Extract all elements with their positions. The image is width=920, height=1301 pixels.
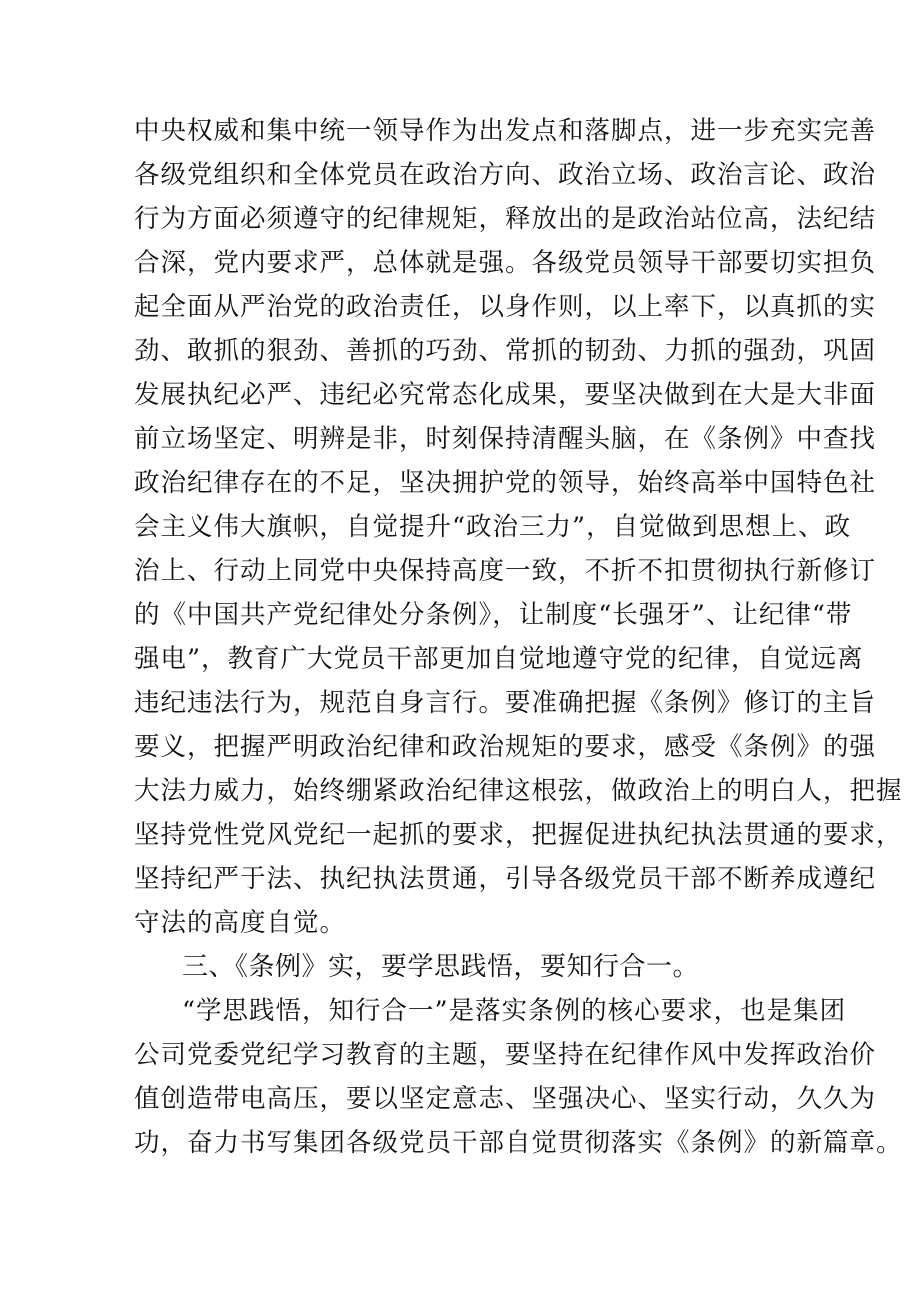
line-text: 违纪违法行为，规范自身言行。要准确把握《条例》修订的主旨: [134, 688, 877, 718]
line-text: 各级党组织和全体党员在政治方向、政治立场、政治言论、政治: [134, 160, 877, 190]
paragraph-line: [0, 196, 920, 242]
paragraph-line: [0, 1076, 920, 1122]
line-text: 起全面从严治党的政治责任，以身作则，以上率下，以真抓的实: [134, 292, 877, 322]
paragraph-line: [0, 812, 920, 858]
paragraph-line: [0, 900, 920, 946]
paragraph-line: [0, 240, 920, 286]
section-heading: [0, 944, 920, 990]
line-text: 功，奋力书写集团各级党员干部自觉贯彻落实《条例》的新篇章。: [134, 1128, 903, 1158]
paragraph-line: [0, 460, 920, 506]
line-text: 治上、行动上同党中央保持高度一致，不折不扣贯彻执行新修订: [134, 556, 877, 586]
paragraph-line: [0, 724, 920, 770]
line-text: “学思践悟，知行合一”是落实条例的核心要求，也是集团: [182, 996, 847, 1026]
paragraph-line: [0, 504, 920, 550]
paragraph-line: [0, 856, 920, 902]
line-text: 行为方面必须遵守的纪律规矩，释放出的是政治站位高，法纪结: [134, 204, 877, 234]
line-text: 劲、敢抓的狠劲、善抓的巧劲、常抓的韧劲、力抓的强劲，巩固: [134, 336, 877, 366]
paragraph-line: [0, 152, 920, 198]
line-text: 大法力威力，始终绷紧政治纪律这根弦，做政治上的明白人，把握: [134, 776, 903, 806]
paragraph-line: [0, 108, 920, 154]
paragraph-line: [0, 592, 920, 638]
line-text: 发展执纪必严、违纪必究常态化成果，要坚决做到在大是大非面: [134, 380, 877, 410]
paragraph-line: [0, 1032, 920, 1078]
line-text: 要义，把握严明政治纪律和政治规矩的要求，感受《条例》的强: [134, 732, 877, 762]
line-text: 坚持党性党风党纪一起抓的要求，把握促进执纪执法贯通的要求，: [134, 820, 903, 850]
line-text: 合深，党内要求严，总体就是强。各级党员领导干部要切实担负: [134, 248, 877, 278]
line-text: 会主义伟大旗帜，自觉提升“政治三力”，自觉做到思想上、政: [134, 512, 852, 542]
paragraph-line: [0, 416, 920, 462]
line-text: 的《中国共产党纪律处分条例》，让制度“长强牙”、让纪律“带: [134, 600, 853, 630]
line-text: 公司党委党纪学习教育的主题，要坚持在纪律作风中发挥政治价: [134, 1040, 877, 1070]
line-text: 守法的高度自觉。: [134, 908, 347, 938]
line-text: 坚持纪严于法、执纪执法贯通，引导各级党员干部不断养成遵纪: [134, 864, 877, 894]
paragraph-line: [0, 680, 920, 726]
paragraph-line: [0, 768, 920, 814]
line-text: 政治纪律存在的不足，坚决拥护党的领导，始终高举中国特色社: [134, 468, 877, 498]
paragraph-line: [0, 636, 920, 682]
paragraph-line: [0, 988, 920, 1034]
paragraph-line: [0, 1120, 920, 1166]
line-text: 值创造带电高压，要以坚定意志、坚强决心、坚实行动，久久为: [134, 1084, 877, 1114]
paragraph-line: [0, 328, 920, 374]
paragraph-line: [0, 548, 920, 594]
line-text: 强电”，教育广大党员干部更加自觉地遵守党的纪律，自觉远离: [134, 644, 864, 674]
section-heading-text: 三、《条例》实，要学思践悟，要知行合一。: [182, 952, 700, 982]
line-text: 前立场坚定、明辨是非，时刻保持清醒头脑，在《条例》中查找: [134, 424, 877, 454]
line-text: 中央权威和集中统一领导作为出发点和落脚点，进一步充实完善: [134, 116, 877, 146]
paragraph-line: [0, 284, 920, 330]
paragraph-line: [0, 372, 920, 418]
